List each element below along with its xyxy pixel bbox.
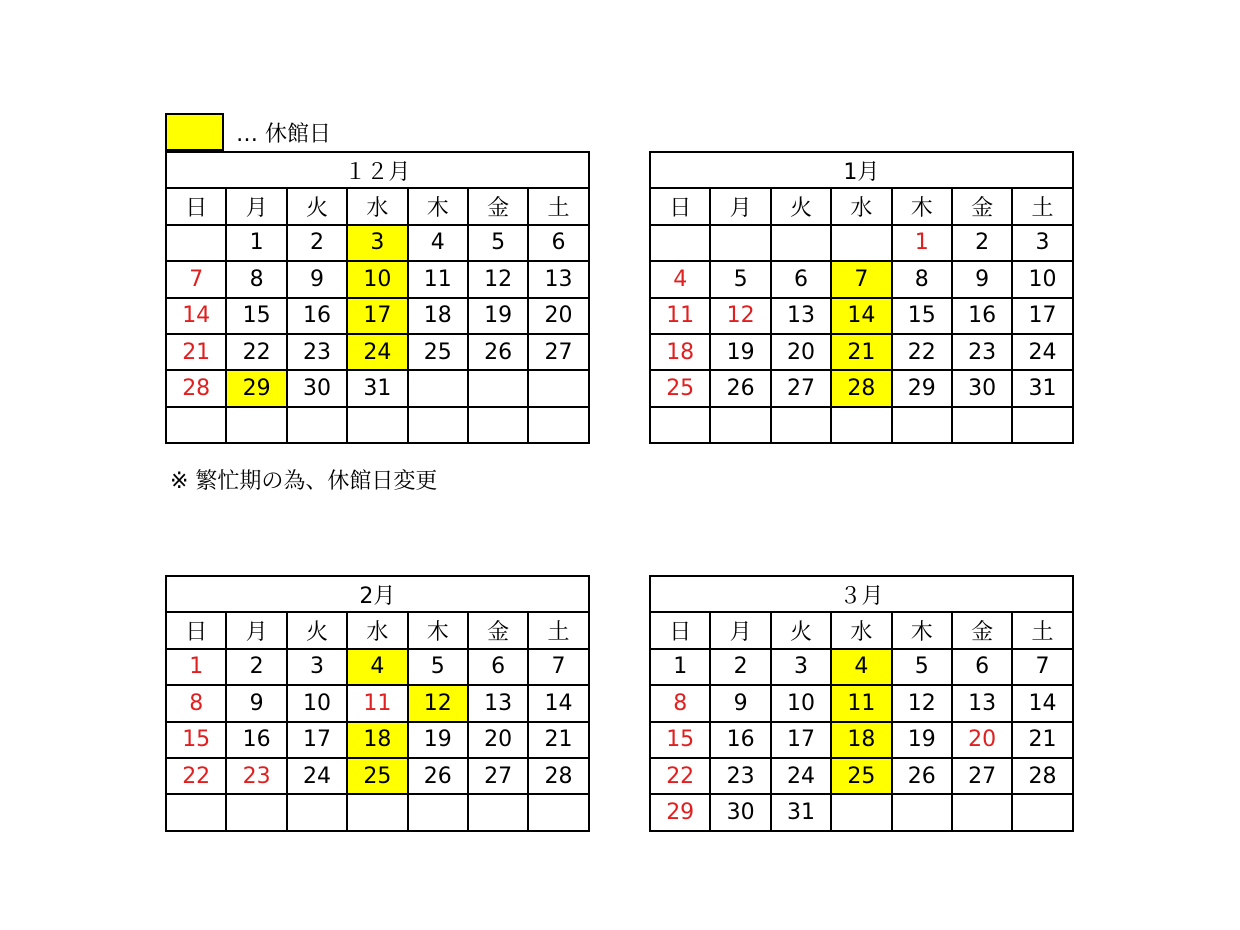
empty-day-cell xyxy=(710,225,770,261)
weekday-header: 水 xyxy=(831,612,891,648)
weekday-header-row xyxy=(650,612,1073,648)
weekday-header: 日 xyxy=(650,188,710,224)
empty-day-cell xyxy=(408,407,468,443)
day-cell: 28 xyxy=(528,758,588,794)
day-cell: 9 xyxy=(287,261,347,297)
day-cell: 7 xyxy=(831,261,891,297)
day-cell: 4 xyxy=(347,649,407,685)
day-cell: 17 xyxy=(347,298,407,334)
day-cell: 17 xyxy=(1012,298,1072,334)
day-cell: 27 xyxy=(528,334,588,370)
day-cell: 24 xyxy=(287,758,347,794)
week-row xyxy=(166,649,589,685)
day-cell: 23 xyxy=(226,758,286,794)
weekday-header: 日 xyxy=(166,188,226,224)
legend-swatch xyxy=(165,113,224,151)
empty-day-cell xyxy=(528,370,588,406)
calendar-month-title: 2月 xyxy=(166,576,589,612)
empty-day-cell xyxy=(347,794,407,830)
day-cell: 23 xyxy=(710,758,770,794)
week-row xyxy=(650,758,1073,794)
empty-day-cell xyxy=(468,407,528,443)
legend xyxy=(165,112,331,152)
day-cell: 2 xyxy=(226,649,286,685)
day-cell: 21 xyxy=(528,722,588,758)
week-row xyxy=(166,370,589,406)
day-cell: 15 xyxy=(650,722,710,758)
day-cell: 26 xyxy=(710,370,770,406)
day-cell: 3 xyxy=(771,649,831,685)
day-cell: 12 xyxy=(892,685,952,721)
week-row xyxy=(650,649,1073,685)
calendar-title-row xyxy=(166,576,589,612)
empty-day-cell xyxy=(468,794,528,830)
day-cell: 13 xyxy=(771,298,831,334)
empty-day-cell xyxy=(408,794,468,830)
day-cell: 11 xyxy=(408,261,468,297)
day-cell: 1 xyxy=(226,225,286,261)
day-cell: 12 xyxy=(408,685,468,721)
day-cell: 7 xyxy=(166,261,226,297)
weekday-header: 水 xyxy=(831,188,891,224)
empty-day-cell xyxy=(408,370,468,406)
week-row xyxy=(650,370,1073,406)
weekday-header: 土 xyxy=(1012,612,1072,648)
day-cell: 6 xyxy=(771,261,831,297)
weekday-header: 土 xyxy=(1012,188,1072,224)
weekday-header: 金 xyxy=(952,612,1012,648)
weekday-header: 月 xyxy=(226,612,286,648)
calendar-month-title: ３月 xyxy=(650,576,1073,612)
day-cell: 30 xyxy=(952,370,1012,406)
week-row xyxy=(650,334,1073,370)
day-cell: 13 xyxy=(528,261,588,297)
day-cell: 20 xyxy=(468,722,528,758)
day-cell: 3 xyxy=(1012,225,1072,261)
empty-day-cell xyxy=(528,794,588,830)
day-cell: 5 xyxy=(710,261,770,297)
week-row xyxy=(650,685,1073,721)
weekday-header: 火 xyxy=(287,612,347,648)
day-cell: 27 xyxy=(952,758,1012,794)
day-cell: 18 xyxy=(347,722,407,758)
day-cell: 18 xyxy=(408,298,468,334)
week-row xyxy=(166,225,589,261)
empty-day-cell xyxy=(650,225,710,261)
calendar-title-row xyxy=(650,576,1073,612)
day-cell: 2 xyxy=(287,225,347,261)
day-cell: 14 xyxy=(1012,685,1072,721)
week-row xyxy=(166,334,589,370)
empty-day-cell xyxy=(650,407,710,443)
day-cell: 16 xyxy=(952,298,1012,334)
day-cell: 9 xyxy=(226,685,286,721)
calendar-january xyxy=(649,151,1074,444)
empty-day-cell xyxy=(468,370,528,406)
weekday-header: 木 xyxy=(892,188,952,224)
day-cell: 14 xyxy=(831,298,891,334)
day-cell: 11 xyxy=(347,685,407,721)
day-cell: 19 xyxy=(468,298,528,334)
note-text: ※ 繁忙期の為、休館日変更 xyxy=(170,469,438,494)
week-row xyxy=(166,298,589,334)
week-row xyxy=(650,225,1073,261)
day-cell: 22 xyxy=(166,758,226,794)
day-cell: 31 xyxy=(347,370,407,406)
day-cell: 24 xyxy=(1012,334,1072,370)
day-cell: 31 xyxy=(1012,370,1072,406)
day-cell: 16 xyxy=(226,722,286,758)
weekday-header-row xyxy=(166,188,589,224)
weekday-header: 水 xyxy=(347,612,407,648)
day-cell: 1 xyxy=(166,649,226,685)
weekday-header: 水 xyxy=(347,188,407,224)
day-cell: 10 xyxy=(1012,261,1072,297)
legend-label: … 休館日 xyxy=(236,121,331,147)
day-cell: 10 xyxy=(347,261,407,297)
week-row xyxy=(650,407,1073,443)
weekday-header: 金 xyxy=(468,612,528,648)
empty-day-cell xyxy=(226,407,286,443)
weekday-header: 木 xyxy=(408,612,468,648)
day-cell: 17 xyxy=(771,722,831,758)
day-cell: 15 xyxy=(166,722,226,758)
day-cell: 6 xyxy=(528,225,588,261)
day-cell: 5 xyxy=(408,649,468,685)
day-cell: 28 xyxy=(831,370,891,406)
day-cell: 3 xyxy=(347,225,407,261)
weekday-header: 月 xyxy=(226,188,286,224)
empty-day-cell xyxy=(528,407,588,443)
calendar-december xyxy=(165,151,590,444)
day-cell: 29 xyxy=(892,370,952,406)
day-cell: 10 xyxy=(771,685,831,721)
day-cell: 28 xyxy=(166,370,226,406)
day-cell: 12 xyxy=(468,261,528,297)
day-cell: 13 xyxy=(952,685,1012,721)
week-row xyxy=(166,685,589,721)
day-cell: 18 xyxy=(650,334,710,370)
day-cell: 25 xyxy=(650,370,710,406)
weekday-header: 木 xyxy=(408,188,468,224)
day-cell: 4 xyxy=(650,261,710,297)
day-cell: 23 xyxy=(287,334,347,370)
empty-day-cell xyxy=(771,407,831,443)
day-cell: 22 xyxy=(650,758,710,794)
weekday-header: 火 xyxy=(287,188,347,224)
empty-day-cell xyxy=(1012,794,1072,830)
empty-day-cell xyxy=(710,407,770,443)
day-cell: 10 xyxy=(287,685,347,721)
day-cell: 20 xyxy=(771,334,831,370)
day-cell: 28 xyxy=(1012,758,1072,794)
day-cell: 22 xyxy=(892,334,952,370)
day-cell: 6 xyxy=(468,649,528,685)
day-cell: 27 xyxy=(468,758,528,794)
calendar-title-row xyxy=(650,152,1073,188)
week-row xyxy=(650,261,1073,297)
weekday-header: 土 xyxy=(528,612,588,648)
weekday-header: 月 xyxy=(710,188,770,224)
empty-day-cell xyxy=(771,225,831,261)
day-cell: 11 xyxy=(650,298,710,334)
day-cell: 15 xyxy=(226,298,286,334)
day-cell: 8 xyxy=(166,685,226,721)
day-cell: 30 xyxy=(287,370,347,406)
day-cell: 25 xyxy=(831,758,891,794)
day-cell: 26 xyxy=(892,758,952,794)
day-cell: 26 xyxy=(468,334,528,370)
day-cell: 12 xyxy=(710,298,770,334)
day-cell: 25 xyxy=(347,758,407,794)
weekday-header: 金 xyxy=(468,188,528,224)
empty-day-cell xyxy=(831,794,891,830)
day-cell: 19 xyxy=(710,334,770,370)
day-cell: 19 xyxy=(892,722,952,758)
week-row xyxy=(166,261,589,297)
calendar-month-title: １２月 xyxy=(166,152,589,188)
day-cell: 24 xyxy=(347,334,407,370)
empty-day-cell xyxy=(831,407,891,443)
day-cell: 8 xyxy=(650,685,710,721)
empty-day-cell xyxy=(226,794,286,830)
empty-day-cell xyxy=(831,225,891,261)
empty-day-cell xyxy=(892,407,952,443)
day-cell: 14 xyxy=(528,685,588,721)
empty-day-cell xyxy=(166,407,226,443)
empty-day-cell xyxy=(166,794,226,830)
empty-day-cell xyxy=(952,407,1012,443)
day-cell: 5 xyxy=(468,225,528,261)
day-cell: 2 xyxy=(952,225,1012,261)
weekday-header: 月 xyxy=(710,612,770,648)
day-cell: 15 xyxy=(892,298,952,334)
day-cell: 16 xyxy=(710,722,770,758)
week-row xyxy=(650,298,1073,334)
day-cell: 20 xyxy=(528,298,588,334)
weekday-header: 日 xyxy=(166,612,226,648)
weekday-header: 日 xyxy=(650,612,710,648)
day-cell: 19 xyxy=(408,722,468,758)
day-cell: 7 xyxy=(528,649,588,685)
empty-day-cell xyxy=(287,407,347,443)
day-cell: 7 xyxy=(1012,649,1072,685)
day-cell: 31 xyxy=(771,794,831,830)
weekday-header: 火 xyxy=(771,612,831,648)
day-cell: 9 xyxy=(952,261,1012,297)
day-cell: 21 xyxy=(166,334,226,370)
empty-day-cell xyxy=(892,794,952,830)
empty-day-cell xyxy=(166,225,226,261)
day-cell: 1 xyxy=(892,225,952,261)
weekday-header: 火 xyxy=(771,188,831,224)
day-cell: 4 xyxy=(408,225,468,261)
weekday-header-row xyxy=(166,612,589,648)
day-cell: 24 xyxy=(771,758,831,794)
day-cell: 8 xyxy=(226,261,286,297)
day-cell: 6 xyxy=(952,649,1012,685)
day-cell: 22 xyxy=(226,334,286,370)
weekday-header: 金 xyxy=(952,188,1012,224)
day-cell: 14 xyxy=(166,298,226,334)
day-cell: 20 xyxy=(952,722,1012,758)
day-cell: 5 xyxy=(892,649,952,685)
day-cell: 4 xyxy=(831,649,891,685)
day-cell: 29 xyxy=(226,370,286,406)
day-cell: 13 xyxy=(468,685,528,721)
day-cell: 21 xyxy=(1012,722,1072,758)
weekday-header: 木 xyxy=(892,612,952,648)
week-row xyxy=(166,722,589,758)
calendar-title-row xyxy=(166,152,589,188)
week-row xyxy=(166,407,589,443)
day-cell: 27 xyxy=(771,370,831,406)
day-cell: 8 xyxy=(892,261,952,297)
calendar-march xyxy=(649,575,1074,832)
empty-day-cell xyxy=(347,407,407,443)
calendar-month-title: 1月 xyxy=(650,152,1073,188)
week-row xyxy=(166,758,589,794)
day-cell: 2 xyxy=(710,649,770,685)
weekday-header: 土 xyxy=(528,188,588,224)
weekday-header-row xyxy=(650,188,1073,224)
day-cell: 16 xyxy=(287,298,347,334)
day-cell: 25 xyxy=(408,334,468,370)
week-row xyxy=(166,794,589,830)
week-row xyxy=(650,722,1073,758)
day-cell: 26 xyxy=(408,758,468,794)
day-cell: 21 xyxy=(831,334,891,370)
day-cell: 23 xyxy=(952,334,1012,370)
day-cell: 18 xyxy=(831,722,891,758)
week-row xyxy=(650,794,1073,830)
calendar-february xyxy=(165,575,590,832)
day-cell: 1 xyxy=(650,649,710,685)
day-cell: 17 xyxy=(287,722,347,758)
day-cell: 29 xyxy=(650,794,710,830)
empty-day-cell xyxy=(287,794,347,830)
day-cell: 3 xyxy=(287,649,347,685)
empty-day-cell xyxy=(1012,407,1072,443)
empty-day-cell xyxy=(952,794,1012,830)
day-cell: 9 xyxy=(710,685,770,721)
day-cell: 11 xyxy=(831,685,891,721)
day-cell: 30 xyxy=(710,794,770,830)
